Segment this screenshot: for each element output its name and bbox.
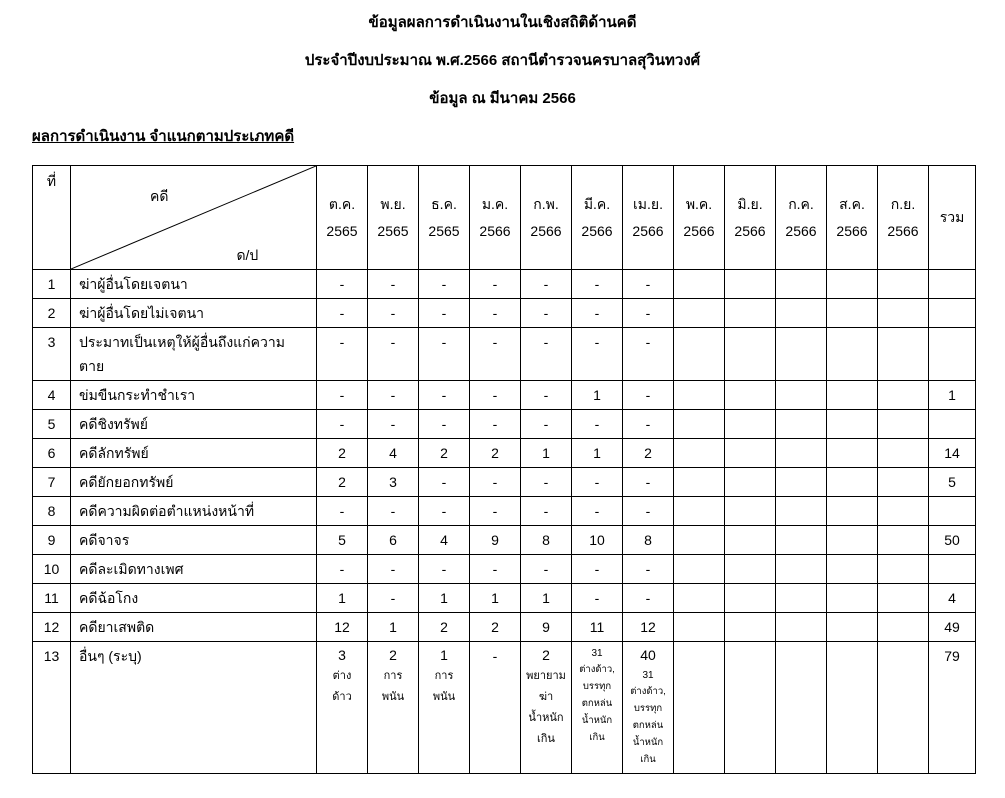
total-label: รวม xyxy=(939,209,965,225)
case-total-cell: 5 xyxy=(929,468,976,497)
case-count-cell: - xyxy=(368,381,419,410)
row-number: 5 xyxy=(33,410,71,439)
month-year: 2566 xyxy=(632,222,664,239)
case-count-cell xyxy=(725,584,776,613)
case-count-cell: - xyxy=(317,328,368,381)
row-number: 11 xyxy=(33,584,71,613)
cell-line: บรรทุก xyxy=(582,681,612,692)
cell-line: การ xyxy=(434,670,454,682)
row-number-header: ที่ xyxy=(33,166,71,270)
case-total-cell: 79 xyxy=(929,642,976,774)
case-count-cell: - xyxy=(623,584,674,613)
case-count-cell xyxy=(827,299,878,328)
month-year: 2566 xyxy=(887,222,919,239)
case-count-cell: - xyxy=(419,468,470,497)
case-count-cell: - xyxy=(623,270,674,299)
month-abbr: ก.ย. xyxy=(890,195,916,212)
case-count-cell xyxy=(419,642,470,774)
row-number: 6 xyxy=(33,439,71,468)
case-column-label: คดี xyxy=(149,187,169,204)
case-count-cell xyxy=(878,526,929,555)
cell-line: 31 xyxy=(642,670,654,681)
month-column-header xyxy=(521,166,572,270)
case-count-cell xyxy=(776,468,827,497)
case-type-label: ข่มขืนกระทำชำเรา xyxy=(71,381,317,410)
case-type-label: คดีความผิดต่อตำแหน่งหน้าที่ xyxy=(71,497,317,526)
case-count-cell xyxy=(878,584,929,613)
case-count-cell: - xyxy=(470,497,521,526)
case-count-cell xyxy=(827,410,878,439)
case-count-cell xyxy=(572,642,623,774)
case-count-cell: 12 xyxy=(317,613,368,642)
case-count-cell xyxy=(521,642,572,774)
case-count-cell xyxy=(674,642,725,774)
table-row xyxy=(33,439,976,468)
case-count-cell xyxy=(827,497,878,526)
case-count-cell: 9 xyxy=(470,526,521,555)
case-count-cell: - xyxy=(419,497,470,526)
case-total-cell: 1 xyxy=(929,381,976,410)
table-row xyxy=(33,526,976,555)
month-column-header xyxy=(623,166,674,270)
row-number: 7 xyxy=(33,468,71,497)
case-type-label: คดีจาจร xyxy=(71,526,317,555)
case-count-cell xyxy=(674,613,725,642)
table-row xyxy=(33,584,976,613)
case-type-table xyxy=(32,165,976,774)
case-count-cell: 1 xyxy=(521,584,572,613)
case-count-cell: - xyxy=(419,328,470,381)
cell-line: พยายาม xyxy=(526,670,566,682)
cell-line: ต่างด้าว, xyxy=(630,686,666,697)
case-count-cell xyxy=(674,526,725,555)
case-count-cell xyxy=(776,497,827,526)
case-count-cell: - xyxy=(521,497,572,526)
case-count-cell: - xyxy=(470,410,521,439)
case-count-cell: - xyxy=(368,328,419,381)
case-count-cell: 2 xyxy=(317,439,368,468)
case-count-cell xyxy=(878,328,929,381)
row-number: 2 xyxy=(33,299,71,328)
case-count-cell xyxy=(827,439,878,468)
case-count-cell xyxy=(776,270,827,299)
case-count-cell: - xyxy=(368,299,419,328)
cell-line: น้ำหนัก xyxy=(581,715,613,726)
case-count-cell xyxy=(827,584,878,613)
row-number: 9 xyxy=(33,526,71,555)
case-count-cell: - xyxy=(623,497,674,526)
section-heading: ผลการดำเนินงาน จำแนกตามประเภทคดี xyxy=(32,128,295,145)
case-count-cell: - xyxy=(368,584,419,613)
table-row xyxy=(33,642,976,774)
table-row xyxy=(33,381,976,410)
case-count-cell: - xyxy=(521,555,572,584)
case-count-cell: 1 xyxy=(572,439,623,468)
case-count-cell xyxy=(368,642,419,774)
case-count-cell: - xyxy=(317,410,368,439)
case-count-cell xyxy=(827,526,878,555)
case-table-body xyxy=(33,270,976,774)
cell-line: ตกหล่น xyxy=(581,698,613,709)
case-count-cell: - xyxy=(572,555,623,584)
cell-line: ตกหล่น xyxy=(632,720,664,731)
case-count-cell: - xyxy=(470,299,521,328)
cell-line: เกิน xyxy=(640,754,656,765)
case-count-cell xyxy=(725,555,776,584)
row-number: 4 xyxy=(33,381,71,410)
cell-line: ฆ่า xyxy=(538,691,554,703)
case-count-cell xyxy=(827,642,878,774)
case-count-cell: - xyxy=(623,410,674,439)
case-count-cell xyxy=(674,328,725,381)
cell-line: 40 xyxy=(640,647,656,663)
case-count-cell: - xyxy=(368,497,419,526)
case-count-cell xyxy=(725,328,776,381)
row-number: 12 xyxy=(33,613,71,642)
case-count-cell: - xyxy=(470,642,521,774)
month-abbr: ก.พ. xyxy=(533,195,559,212)
case-count-cell: 6 xyxy=(368,526,419,555)
month-column-header xyxy=(725,166,776,270)
case-count-cell xyxy=(725,270,776,299)
case-count-cell: - xyxy=(317,270,368,299)
diagonal-line xyxy=(71,166,316,269)
case-type-label: คดียักยอกทรัพย์ xyxy=(71,468,317,497)
month-year: 2566 xyxy=(836,222,868,239)
month-abbr: พ.ค. xyxy=(685,195,713,212)
case-type-label: คดีชิงทรัพย์ xyxy=(71,410,317,439)
case-count-cell: - xyxy=(317,381,368,410)
case-count-cell: 2 xyxy=(470,439,521,468)
case-count-cell xyxy=(878,555,929,584)
cell-line: การ xyxy=(383,670,403,682)
case-total-cell: 49 xyxy=(929,613,976,642)
case-count-cell xyxy=(725,526,776,555)
case-count-cell xyxy=(776,584,827,613)
case-count-cell: - xyxy=(521,410,572,439)
case-total-cell xyxy=(929,328,976,381)
case-count-cell: 2 xyxy=(623,439,674,468)
cell-line: น้ำหนัก xyxy=(632,737,664,748)
case-count-cell: - xyxy=(623,555,674,584)
table-row xyxy=(33,613,976,642)
cell-line: บรรทุก xyxy=(633,703,663,714)
case-count-cell: 1 xyxy=(317,584,368,613)
case-total-cell xyxy=(929,270,976,299)
month-year: 2566 xyxy=(734,222,766,239)
case-total-cell: 4 xyxy=(929,584,976,613)
case-count-cell xyxy=(725,410,776,439)
case-count-cell: - xyxy=(470,270,521,299)
case-count-cell: 1 xyxy=(470,584,521,613)
case-count-cell xyxy=(776,555,827,584)
case-type-label: ฆ่าผู้อื่นโดยไม่เจตนา xyxy=(71,299,317,328)
month-abbr: ก.ค. xyxy=(788,195,814,212)
month-column-header xyxy=(776,166,827,270)
case-count-cell xyxy=(725,497,776,526)
case-count-cell: 2 xyxy=(317,468,368,497)
case-count-cell: 8 xyxy=(521,526,572,555)
case-type-label: คดียาเสพติด xyxy=(71,613,317,642)
month-column-header xyxy=(572,166,623,270)
case-count-cell xyxy=(878,299,929,328)
case-count-cell: 12 xyxy=(623,613,674,642)
case-count-cell: - xyxy=(623,468,674,497)
case-type-label: ประมาทเป็นเหตุให้ผู้อื่นถึงแก่ความตาย xyxy=(71,328,317,381)
case-count-cell xyxy=(827,328,878,381)
table-row xyxy=(33,410,976,439)
month-column-header xyxy=(368,166,419,270)
case-count-cell xyxy=(674,299,725,328)
case-count-cell xyxy=(725,642,776,774)
case-count-cell: 1 xyxy=(368,613,419,642)
cell-line: 2 xyxy=(542,647,550,663)
month-column-header xyxy=(470,166,521,270)
case-count-cell xyxy=(878,270,929,299)
cell-line: ด้าว xyxy=(332,691,352,703)
case-count-cell xyxy=(878,468,929,497)
case-count-cell xyxy=(827,613,878,642)
month-year: 2565 xyxy=(326,222,358,239)
case-count-cell xyxy=(827,270,878,299)
case-count-cell: 1 xyxy=(419,584,470,613)
month-year: 2566 xyxy=(479,222,511,239)
table-row xyxy=(33,468,976,497)
month-abbr: ส.ค. xyxy=(839,195,865,212)
case-count-cell: - xyxy=(470,555,521,584)
case-count-cell: 4 xyxy=(368,439,419,468)
case-count-cell: - xyxy=(470,468,521,497)
cell-line: พนัน xyxy=(381,691,405,703)
case-count-cell xyxy=(878,497,929,526)
case-count-cell: - xyxy=(317,555,368,584)
case-count-cell xyxy=(674,497,725,526)
case-count-cell xyxy=(674,270,725,299)
case-count-cell xyxy=(827,468,878,497)
case-count-cell xyxy=(674,555,725,584)
case-total-cell: 14 xyxy=(929,439,976,468)
case-count-cell xyxy=(776,299,827,328)
cell-line: เกิน xyxy=(537,733,555,745)
case-total-cell xyxy=(929,299,976,328)
case-count-cell: - xyxy=(368,410,419,439)
case-count-cell xyxy=(674,584,725,613)
month-abbr: พ.ย. xyxy=(380,195,406,212)
case-total-cell xyxy=(929,497,976,526)
case-count-cell: 8 xyxy=(623,526,674,555)
case-count-cell xyxy=(725,468,776,497)
case-count-cell xyxy=(623,642,674,774)
month-column-header xyxy=(317,166,368,270)
month-abbr: ธ.ค. xyxy=(431,195,457,212)
case-count-cell xyxy=(878,642,929,774)
month-year: 2566 xyxy=(530,222,562,239)
document-title-line2: ประจำปีงบประมาณ พ.ศ.2566 สถานีตำรวจนครบาลสุวินทวงศ์ xyxy=(304,52,701,69)
month-abbr: ม.ค. xyxy=(481,195,509,212)
case-count-cell xyxy=(725,439,776,468)
table-row xyxy=(33,299,976,328)
case-count-cell xyxy=(317,642,368,774)
cell-line: ต่างด้าว, xyxy=(579,664,615,675)
case-count-cell xyxy=(674,381,725,410)
case-count-cell: - xyxy=(317,299,368,328)
case-count-cell: - xyxy=(572,270,623,299)
month-column-header xyxy=(878,166,929,270)
case-total-cell xyxy=(929,555,976,584)
row-number: 13 xyxy=(33,642,71,774)
cell-line: 3 xyxy=(338,647,346,663)
month-abbr: เม.ย. xyxy=(633,195,663,212)
case-count-cell: - xyxy=(419,555,470,584)
row-number: 1 xyxy=(33,270,71,299)
case-count-cell xyxy=(725,613,776,642)
row-number: 3 xyxy=(33,328,71,381)
case-count-cell: 2 xyxy=(419,613,470,642)
case-count-cell: - xyxy=(419,270,470,299)
case-count-cell: - xyxy=(572,468,623,497)
month-column-header xyxy=(419,166,470,270)
case-count-cell: - xyxy=(419,381,470,410)
case-count-cell: 10 xyxy=(572,526,623,555)
case-count-cell xyxy=(776,526,827,555)
case-count-cell: 2 xyxy=(419,439,470,468)
month-column-header xyxy=(827,166,878,270)
case-count-cell xyxy=(776,381,827,410)
table-row xyxy=(33,497,976,526)
case-type-label: ฆ่าผู้อื่นโดยเจตนา xyxy=(71,270,317,299)
case-count-cell: 3 xyxy=(368,468,419,497)
case-count-cell: - xyxy=(572,299,623,328)
case-count-cell xyxy=(776,439,827,468)
month-year: 2566 xyxy=(683,222,715,239)
total-column-header xyxy=(929,166,976,270)
case-count-cell: - xyxy=(572,410,623,439)
table-row xyxy=(33,328,976,381)
row-number: 10 xyxy=(33,555,71,584)
case-count-cell: - xyxy=(470,328,521,381)
case-total-cell: 50 xyxy=(929,526,976,555)
month-year: 2565 xyxy=(428,222,460,239)
cell-line: 1 xyxy=(440,647,448,663)
month-abbr: มี.ค. xyxy=(583,195,611,212)
case-count-cell: 2 xyxy=(470,613,521,642)
month-year: 2566 xyxy=(581,222,613,239)
case-count-cell: - xyxy=(368,270,419,299)
document-title-line3: ข้อมูล ณ มีนาคม 2566 xyxy=(429,90,576,107)
table-row xyxy=(33,270,976,299)
case-count-cell xyxy=(878,613,929,642)
case-count-cell: - xyxy=(572,497,623,526)
case-count-cell: - xyxy=(521,270,572,299)
case-count-cell xyxy=(674,468,725,497)
case-count-cell xyxy=(776,642,827,774)
row-number: 8 xyxy=(33,497,71,526)
cell-line: พนัน xyxy=(432,691,456,703)
case-count-cell: - xyxy=(419,410,470,439)
case-count-cell: - xyxy=(317,497,368,526)
case-count-cell: 1 xyxy=(521,439,572,468)
cell-line: 31 xyxy=(591,648,603,659)
case-type-label: คดีละเมิดทางเพศ xyxy=(71,555,317,584)
case-count-cell xyxy=(776,410,827,439)
case-count-cell: - xyxy=(368,555,419,584)
month-year: 2566 xyxy=(785,222,817,239)
month-year: 2565 xyxy=(377,222,409,239)
case-type-label: คดีลักทรัพย์ xyxy=(71,439,317,468)
case-count-cell: - xyxy=(521,299,572,328)
case-count-cell: 5 xyxy=(317,526,368,555)
case-count-cell: - xyxy=(521,468,572,497)
case-count-cell xyxy=(725,381,776,410)
case-count-cell: - xyxy=(572,328,623,381)
case-count-cell: - xyxy=(470,381,521,410)
case-count-cell xyxy=(878,439,929,468)
cell-line: ต่าง xyxy=(332,670,352,682)
month-abbr: มิ.ย. xyxy=(737,195,763,212)
cell-line: น้ำหนัก xyxy=(528,712,564,724)
case-count-cell xyxy=(725,299,776,328)
header-row xyxy=(33,166,976,270)
case-count-cell xyxy=(674,439,725,468)
case-type-label: อื่นๆ (ระบุ) xyxy=(71,642,317,774)
case-count-cell: 4 xyxy=(419,526,470,555)
case-count-cell xyxy=(878,410,929,439)
case-count-cell xyxy=(776,613,827,642)
case-count-cell xyxy=(674,410,725,439)
diagonal-cell-label: ด/ป xyxy=(236,246,259,263)
case-count-cell: - xyxy=(623,328,674,381)
case-count-cell: - xyxy=(572,584,623,613)
case-count-cell: 11 xyxy=(572,613,623,642)
cell-line: เกิน xyxy=(589,732,605,743)
case-count-cell: 1 xyxy=(572,381,623,410)
case-count-cell: - xyxy=(623,299,674,328)
month-abbr: ต.ค. xyxy=(328,195,356,212)
case-count-cell: - xyxy=(419,299,470,328)
cell-line: 2 xyxy=(389,647,397,663)
case-total-cell xyxy=(929,410,976,439)
case-count-cell xyxy=(878,381,929,410)
case-type-label: คดีฉ้อโกง xyxy=(71,584,317,613)
case-count-cell xyxy=(827,555,878,584)
document-title-line1: ข้อมูลผลการดำเนินงานในเชิงสถิติด้านคดี xyxy=(368,14,637,31)
case-count-cell xyxy=(827,381,878,410)
table-row xyxy=(33,555,976,584)
month-column-header xyxy=(674,166,725,270)
case-count-cell: 9 xyxy=(521,613,572,642)
case-count-cell: - xyxy=(521,381,572,410)
case-count-cell: - xyxy=(521,328,572,381)
case-count-cell xyxy=(776,328,827,381)
case-diagonal-header xyxy=(71,166,317,270)
case-count-cell: - xyxy=(623,381,674,410)
